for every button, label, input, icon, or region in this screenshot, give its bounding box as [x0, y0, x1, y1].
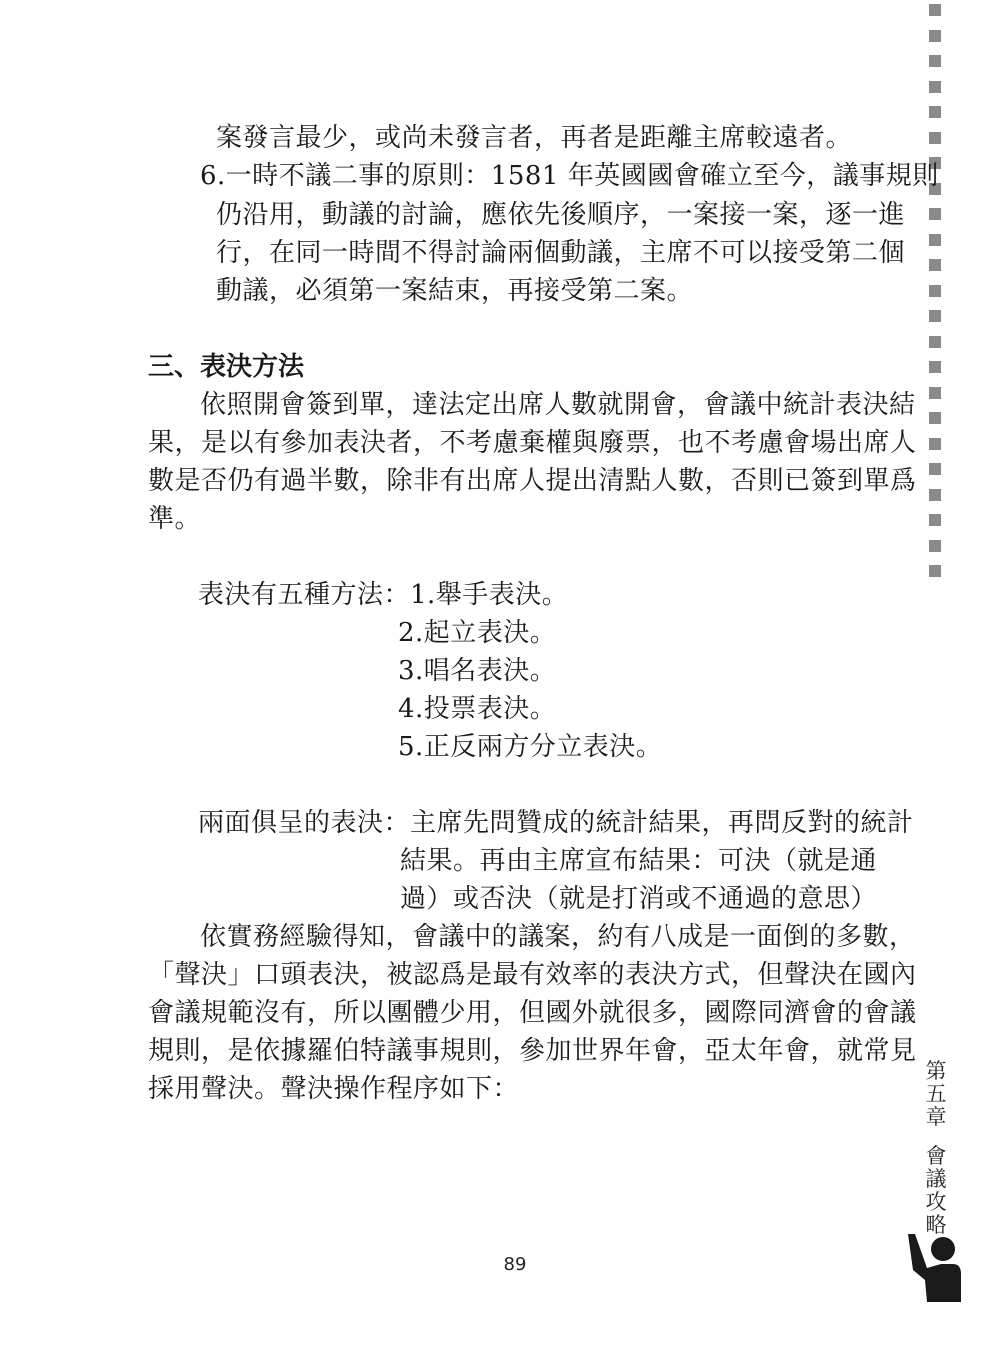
- marker-square: [929, 81, 941, 93]
- text-line: 仍沿用，動議的討論，應依先後順序，一案接一案，逐一進: [216, 200, 906, 230]
- marker-square: [929, 234, 941, 246]
- text-line: 會議規範沒有，所以團體少用，但國外就很多，國際同濟會的會議: [148, 998, 917, 1028]
- marker-square: [929, 412, 941, 424]
- text-line: 2.起立表決。: [398, 618, 557, 648]
- page-number: 89: [503, 1254, 527, 1275]
- marker-square: [929, 55, 941, 67]
- text-line: 兩面俱呈的表決：主席先問贊成的統計結果，再問反對的統計: [198, 808, 914, 838]
- text-line: 動議，必須第一案結束，再接受第二案。: [216, 276, 694, 306]
- chapter-number: 第五章: [925, 1059, 947, 1129]
- marker-square: [929, 540, 941, 552]
- text-line: 果，是以有參加表決者，不考慮棄權與廢票，也不考慮會場出席人: [148, 428, 917, 458]
- text-line: 準。: [148, 504, 202, 534]
- text-line: 結果。再由主席宣布結果：可決（就是通: [400, 846, 878, 876]
- marker-square: [929, 514, 941, 526]
- text-line: 行，在同一時間不得討論兩個動議，主席不可以接受第二個: [216, 238, 906, 268]
- text-line: 案發言最少，或尚未發言者，再者是距離主席較遠者。: [216, 123, 853, 153]
- text-line: 數是否仍有過半數，除非有出席人提出清點人數，否則已簽到單爲: [148, 466, 917, 496]
- text-line: 5.正反兩方分立表決。: [398, 732, 663, 762]
- text-line: 規則，是依據羅伯特議事規則，參加世界年會，亞太年會，就常見: [148, 1036, 917, 1066]
- marker-square: [929, 565, 941, 577]
- marker-square: [929, 438, 941, 450]
- text-line: 過）或否決（就是打消或不通過的意思）: [400, 884, 878, 914]
- text-line: 依實務經驗得知，會議中的議案，約有八成是一面倒的多數，: [200, 922, 916, 952]
- text-line: 4.投票表決。: [398, 694, 557, 724]
- marker-square: [929, 4, 941, 16]
- marker-square: [929, 208, 941, 220]
- text-line: 「聲決」口頭表決，被認爲是最有效率的表決方式，但聲決在國內: [148, 960, 917, 990]
- text-line: 採用聲決。聲決操作程序如下：: [148, 1074, 520, 1104]
- text-line: 3.唱名表決。: [398, 656, 557, 686]
- marker-square: [929, 387, 941, 399]
- text-line: 依照開會簽到單，達法定出席人數就開會，會議中統計表決結: [200, 390, 916, 420]
- chapter-label: [922, 1060, 950, 1237]
- chapter-title: 會議攻略: [925, 1144, 947, 1237]
- text-line: 6.一時不議二事的原則：1581 年英國國會確立至今，議事規則: [200, 161, 939, 191]
- marker-square: [929, 259, 941, 271]
- marker-square: [929, 336, 941, 348]
- section-heading: 三、表決方法: [148, 352, 305, 382]
- marker-square: [929, 310, 941, 322]
- marker-square: [929, 463, 941, 475]
- marker-square: [929, 106, 941, 118]
- marker-square: [929, 30, 941, 42]
- marker-square: [929, 285, 941, 297]
- text-line: 表決有五種方法：1.舉手表決。: [198, 580, 569, 610]
- marker-square: [929, 132, 941, 144]
- marker-square: [929, 361, 941, 373]
- marker-square: [929, 489, 941, 501]
